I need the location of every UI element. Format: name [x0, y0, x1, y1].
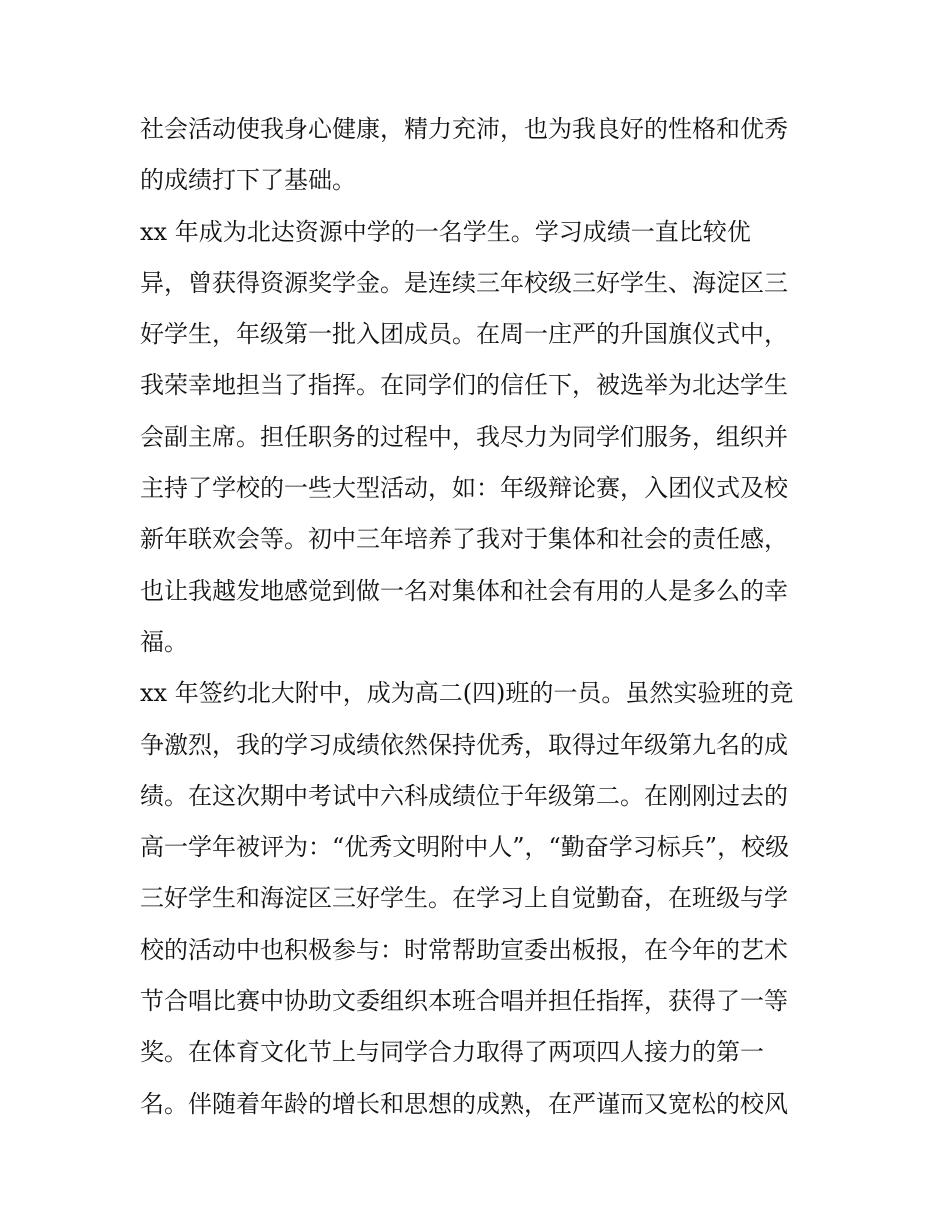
text-line: 好学生，年级第一批入团成员。在周一庄严的升国旗仪式中， — [140, 320, 788, 349]
text-line: 会副主席。担任职务的过程中，我尽力为同学们服务，组织并 — [140, 422, 788, 451]
text-line: 主持了学校的一些大型活动，如：年级辩论赛，入团仪式及校 — [140, 474, 788, 503]
text-line: 社会活动使我身心健康，精力充沛，也为我良好的性格和优秀 — [140, 115, 788, 143]
text-line: 绩。在这次期中考试中六科成绩位于年级第二。在刚刚过去的 — [140, 781, 788, 810]
text-line: 争激烈，我的学习成绩依然保持优秀，取得过年级第九名的成 — [140, 730, 788, 759]
text-line: 异，曾获得资源奖学金。是连续三年校级三好学生、海淀区三 — [140, 268, 788, 297]
text-line: 我荣幸地担当了指挥。在同学们的信任下，被选举为北达学生 — [140, 371, 788, 400]
text-line: 奖。在体育文化节上与同学合力取得了两项四人接力的第一 — [140, 1038, 764, 1067]
text-line: 校的活动中也积极参与：时常帮助宣委出板报，在今年的艺术 — [140, 935, 788, 964]
document-body — [140, 104, 820, 1130]
text-line: 节合唱比赛中协助文委组织本班合唱并担任指挥，获得了一等 — [140, 987, 788, 1016]
text-line: 也让我越发地感觉到做一名对集体和社会有用的人是多么的幸 — [140, 576, 788, 605]
text-line: xx 年成为北达资源中学的一名学生。学习成绩一直比较优 — [140, 217, 751, 246]
text-line: 高一学年被评为：“优秀文明附中人”，“勤奋学习标兵”，校级 — [140, 833, 790, 862]
text-line: 三好学生和海淀区三好学生。在学习上自觉勤奋，在班级与学 — [140, 884, 788, 913]
text-line: 新年联欢会等。初中三年培养了我对于集体和社会的责任感， — [140, 525, 788, 554]
text-line: xx 年签约北大附中，成为高二(四)班的一员。虽然实验班的竞 — [140, 679, 794, 708]
text-line: 的成绩打下了基础。 — [140, 166, 356, 195]
text-line: 名。伴随着年龄的增长和思想的成熟，在严谨而又宽松的校风 — [140, 1089, 788, 1118]
text-line: 福。 — [140, 627, 188, 656]
